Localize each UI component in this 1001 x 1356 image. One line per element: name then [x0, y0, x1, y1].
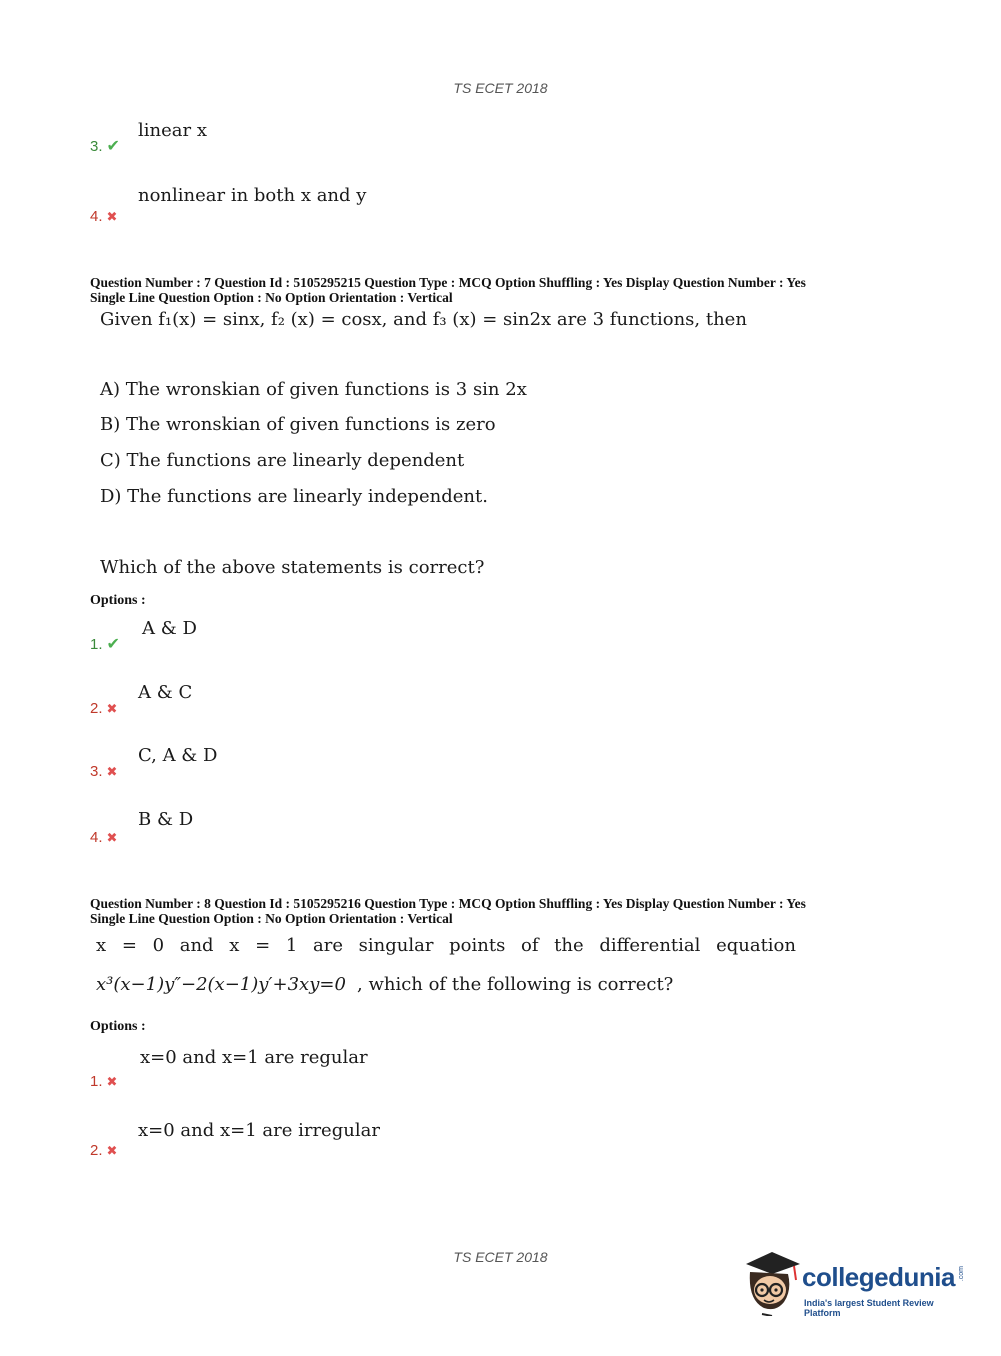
q7-option-4-label: 4. ✖ — [90, 829, 118, 846]
q7-statement-a: A) The wronskian of given functions is 3 sin 2x — [100, 379, 527, 400]
cross-icon: ✖ — [106, 831, 118, 846]
q7-option-3-label: 3. ✖ — [90, 763, 118, 780]
q8-stem-tail: , which of the following is correct? — [357, 974, 674, 995]
q7-option-2-text: A & C — [138, 682, 193, 703]
q7-question: Which of the above statements is correct? — [100, 557, 485, 578]
q7-option-2-label: 2. ✖ — [90, 700, 118, 717]
cross-icon: ✖ — [106, 210, 118, 225]
page-footer: TS ECET 2018 — [453, 1249, 548, 1265]
q7-statement-c: C) The functions are linearly dependent — [100, 450, 465, 471]
q8-option-2-label: 2. ✖ — [90, 1142, 118, 1159]
cross-icon: ✖ — [106, 1144, 118, 1159]
mascot-icon — [742, 1250, 802, 1316]
q7-meta-line1: Question Number : 7 Question Id : 5105295215 Question Type : MCQ Option Shuffling : Yes Display Question Number : Yes — [90, 275, 806, 290]
q7-option-4-text: B & D — [138, 809, 194, 830]
q8-stem-line2 — [96, 974, 673, 995]
q7-statement-d: D) The functions are linearly independent. — [100, 486, 488, 507]
logo-com-suffix: .com — [958, 1266, 965, 1282]
prev-option-4-text: nonlinear in both x and y — [138, 185, 367, 206]
q7-option-1-text: A & D — [142, 618, 197, 639]
q8-meta-line2: Single Line Question Option : No Option Orientation : Vertical — [90, 911, 453, 926]
logo-tagline: India's largest Student Review Platform — [804, 1298, 934, 1318]
prev-option-3-label: 3. ✔ — [90, 136, 120, 155]
cross-icon: ✖ — [106, 765, 118, 780]
q8-option-1-label: 1. ✖ — [90, 1073, 118, 1090]
q7-statement-b: B) The wronskian of given functions is zero — [100, 414, 496, 435]
prev-option-4-label: 4. ✖ — [90, 208, 118, 225]
check-icon: ✔ — [106, 634, 120, 653]
q8-option-2-text: x=0 and x=1 are irregular — [138, 1120, 380, 1141]
q7-options-label: Options : — [90, 593, 146, 608]
q8-options-label: Options : — [90, 1019, 146, 1034]
q8-equation: x³(x−1)y″−2(x−1)y′+3xy=0 — [96, 974, 346, 995]
logo-wordmark: collegedunia — [802, 1262, 955, 1292]
q7-option-3-text: C, A & D — [138, 745, 218, 766]
q7-stem: Given f₁(x) = sinx, f₂ (x) = cosx, and f₃ (x) = sin2x are 3 functions, then — [100, 309, 747, 330]
q8-stem-line1: x = 0 and x = 1 are singular points of the differential equation — [96, 935, 796, 956]
q8-option-1-text: x=0 and x=1 are regular — [140, 1047, 368, 1068]
prev-option-3-text: linear x — [138, 120, 207, 141]
q8-meta-line1: Question Number : 8 Question Id : 5105295216 Question Type : MCQ Option Shuffling : Yes Display Question Number : Yes — [90, 896, 806, 911]
collegedunia-logo — [742, 1250, 972, 1320]
cross-icon: ✖ — [106, 1075, 118, 1090]
q7-option-1-label: 1. ✔ — [90, 634, 120, 653]
check-icon: ✔ — [106, 136, 120, 155]
q7-meta-line2: Single Line Question Option : No Option Orientation : Vertical — [90, 290, 453, 305]
cross-icon: ✖ — [106, 702, 118, 717]
page-header: TS ECET 2018 — [453, 80, 548, 96]
